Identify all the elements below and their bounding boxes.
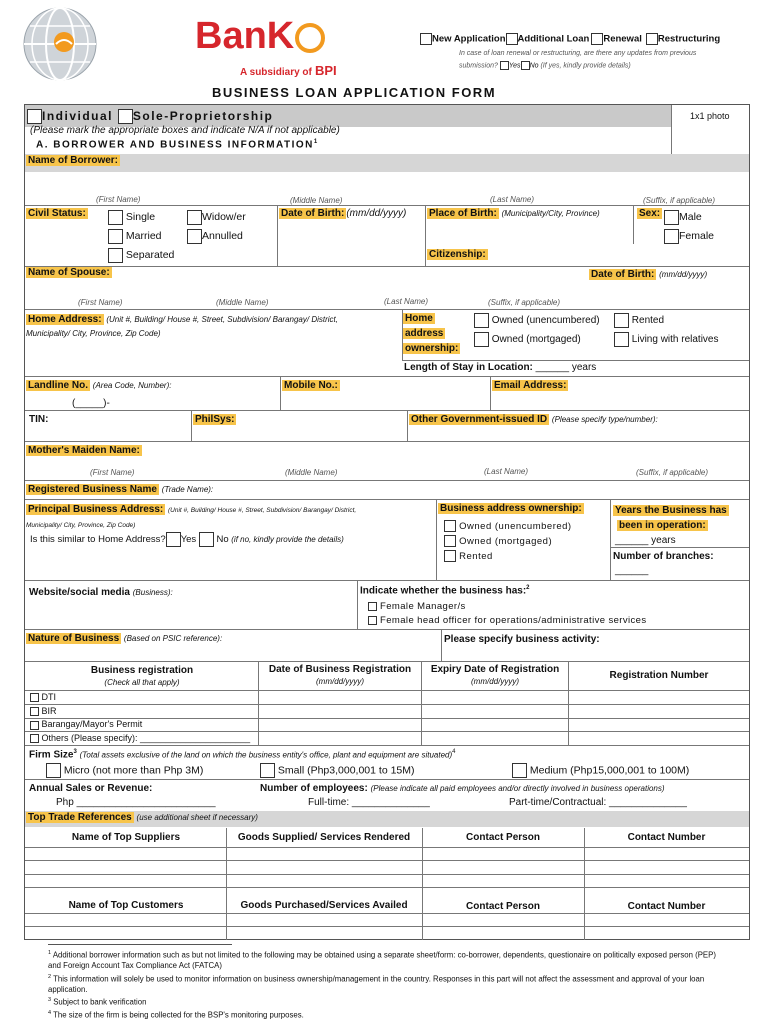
principal-label: Principal Business Address: (28, 504, 164, 515)
widow-checkbox[interactable] (187, 210, 202, 225)
divider (25, 629, 749, 630)
updates-yes-checkbox[interactable] (500, 61, 509, 70)
mobile-label: Mobile No.: (284, 380, 338, 391)
instructions: (Please mark the appropriate boxes and indicate N/A if not applicable) (30, 125, 340, 136)
restructuring-checkbox[interactable] (646, 33, 658, 45)
renewal-label: Renewal (603, 33, 642, 45)
section-a-band (25, 154, 749, 172)
home-opt4-label: Living with relatives (631, 334, 719, 345)
name-of-spouse (26, 267, 112, 278)
biz-opt3-label: Rented (459, 551, 493, 562)
date-of-birth (279, 208, 406, 219)
years-blank (615, 535, 676, 546)
divider (25, 779, 749, 780)
divider (25, 480, 749, 481)
nature-business (26, 633, 222, 644)
years-unit: years (651, 535, 676, 546)
female-head-label: Female head officer for operations/administrative services (380, 615, 647, 626)
similar-label: Is this similar to Home Address? (30, 534, 166, 546)
firm-small (260, 763, 415, 778)
divider (25, 926, 749, 927)
reg-business-hint: (Trade Name): (161, 485, 214, 494)
principal-hint: (Unit #, Building/ House #, Street, Subdivision/ Barangay/ District, (168, 507, 357, 514)
years-l1: Years the Business has (615, 505, 727, 516)
home-opt3-label: Rented (631, 315, 665, 326)
footnote-3: $^3$ Subject to bank verification (48, 997, 147, 1007)
email-label: Email Address: (494, 380, 567, 391)
annual-sales-label: Annual Sales or Revenue: (29, 783, 153, 794)
male-label: Male (679, 211, 702, 223)
home-own-l1: Home (405, 313, 433, 324)
biz-opt1-label: Owned (unencumbered) (459, 521, 572, 532)
photo-box-label: 1x1 photo (690, 111, 730, 121)
divider (422, 828, 423, 940)
annual-sales-php[interactable]: Php _________________________ (56, 797, 216, 808)
firm-size-sup: 3 (73, 749, 77, 755)
sex-options (664, 208, 714, 246)
updates-hint: (If yes, kindly provide details) (540, 62, 631, 70)
principal-hint-2: Municipality/ City, Province, Zip Code) (26, 522, 136, 529)
borrower-middle-name: (Middle Name) (290, 196, 343, 205)
single-checkbox[interactable] (108, 210, 123, 225)
home-living-relatives-checkbox[interactable] (614, 332, 629, 347)
customers-h1: Name of Top Customers (68, 900, 184, 911)
subsidiary-prefix: A subsidiary of (240, 67, 312, 78)
mother-first-name: (First Name) (90, 468, 135, 477)
divider (25, 847, 749, 848)
business-activity-label: Please specify business activity: (444, 634, 600, 645)
home-address-label: Home Address: (28, 314, 102, 325)
name-of-borrower-label: Name of Borrower: (28, 155, 119, 166)
separated-checkbox[interactable] (108, 248, 123, 263)
home-own-options (474, 311, 600, 349)
divider (25, 860, 749, 861)
mother-last-name: (Last Name) (484, 467, 529, 476)
medium-label: Medium (Php15,000,001 to 100M) (529, 764, 690, 777)
employees-part[interactable]: Part-time/Contractual: ______________ (509, 797, 687, 808)
entity-row (27, 105, 273, 127)
brand-circle-icon (295, 23, 325, 53)
pob-label: Place of Birth: (429, 208, 497, 219)
civil-status-options-2 (187, 208, 246, 246)
length-of-stay (404, 362, 596, 373)
reg-h4: Registration Number (609, 670, 709, 681)
firm-medium (512, 763, 689, 778)
spouse-suffix: (Suffix, if applicable) (488, 298, 561, 307)
landline-hint: (Area Code, Number): (92, 381, 172, 390)
photo-divider (671, 105, 672, 154)
mother-label: Mother's Maiden Name: (28, 445, 140, 456)
male-checkbox[interactable] (664, 210, 679, 225)
divider (25, 266, 749, 267)
separated-label: Separated (125, 249, 175, 261)
spouse-dob-hint: (mm/dd/yyyy) (659, 270, 708, 279)
employees-label: Number of employees: (260, 783, 368, 794)
subsidiary-name: BPI (314, 63, 337, 78)
pob-hint: (Municipality/City, Province) (501, 209, 600, 218)
stay-unit: years (571, 362, 597, 373)
divider (25, 874, 749, 875)
home-address (26, 313, 402, 341)
home-address-hint: (Unit #, Building/ House #, Street, Subdivision/ Barangay/ District, (106, 315, 338, 324)
footnote-2-text: This information will solely be used to monitor information on business ownership/management in the country. Responses in this part will not affect the assessment and approval of your loan application. (48, 974, 705, 994)
home-own-l3: ownership: (405, 343, 459, 354)
section-a-sup: 1 (313, 139, 319, 145)
small-label: Small (Php3,000,001 to 15M) (277, 764, 415, 777)
similar-no-label: No (216, 534, 229, 546)
reg-h2-sub: (mm/dd/yyyy) (316, 677, 364, 686)
indicate-options (368, 600, 647, 628)
biz-owned-unencumbered-checkbox[interactable] (444, 520, 456, 532)
reg-h3-sub: (mm/dd/yyyy) (471, 677, 519, 686)
philsys-label: PhilSys: (195, 414, 235, 425)
employees-full[interactable]: Full-time: ______________ (308, 797, 430, 808)
dti-label: DTI (41, 692, 57, 702)
medium-checkbox[interactable] (512, 763, 527, 778)
brand-logo (195, 16, 325, 56)
biz-rented-checkbox[interactable] (444, 550, 456, 562)
home-own-l2: address (405, 328, 444, 339)
footnote-2: $^2$ This information will solely be used to monitor information on business ownership/management in the country. Responses in this part will not affect the assessment and approval of your loan application. (48, 973, 705, 994)
other-id-label: Other Government-issued ID (411, 414, 548, 425)
divider (584, 828, 585, 940)
brand-name-b: K (266, 15, 295, 57)
other-id-hint: (Please specify type/number): (551, 415, 658, 424)
dob-hint: (mm/dd/yyyy) (346, 208, 407, 219)
reg-h1-sub: (Check all that apply) (104, 678, 180, 687)
employees (260, 783, 665, 794)
stay-label: Length of Stay in Location: (404, 362, 533, 373)
firm-micro (46, 763, 203, 778)
others-label: Others (Please specify): ______________________ (41, 733, 251, 744)
branches-label: Number of branches: (613, 551, 714, 562)
footnote-rule (48, 944, 232, 945)
divider (25, 887, 749, 888)
indicate-business (360, 585, 530, 596)
reg-h1-label: Business registration (90, 665, 194, 676)
footnotes (48, 948, 728, 1021)
website-label: Website/social media (29, 587, 130, 598)
similar-hint: (if no, kindly provide the details) (231, 535, 344, 545)
years-value[interactable]: ______ (615, 535, 649, 546)
additional-loan-checkbox[interactable] (506, 33, 518, 45)
spouse-dob (589, 269, 707, 280)
divider (25, 205, 749, 206)
renewal-checkbox[interactable] (591, 33, 603, 45)
top-trade-references (26, 812, 258, 823)
dob-label: Date of Birth: (281, 208, 345, 219)
civil-status-options (108, 208, 174, 265)
bir-label: BIR (41, 705, 57, 716)
individual-label: Individual (42, 109, 114, 123)
logo-globe-icon (20, 4, 100, 84)
stay-blank[interactable]: ______ (535, 362, 570, 373)
divider (441, 630, 442, 661)
indicate-label: Indicate whether the business has: (360, 585, 527, 597)
section-a-title (36, 139, 319, 150)
similar-no-checkbox[interactable] (199, 532, 214, 547)
footnote-4-text: The size of the firm is being collected for the BSP's monitoring purposes. (53, 1010, 304, 1020)
divider (25, 410, 749, 411)
biz-opt2-label: Owned (mortgaged) (459, 536, 553, 547)
female-manager-checkbox[interactable] (368, 602, 377, 611)
firm-size (29, 749, 456, 760)
micro-label: Micro (not more than Php 3M) (63, 764, 204, 777)
small-checkbox[interactable] (260, 763, 275, 778)
divider (25, 309, 749, 310)
suppliers-h1: Name of Top Suppliers (71, 832, 181, 843)
home-owned-mortgaged-checkbox[interactable] (474, 332, 489, 347)
footnote-1-text: Additional borrower information such as but not limited to the following may be obtained using a separate sheet/form: co-borrower, dependents, questionaire on politically exposed person (PEP) and Foreign Account Tax Compliance Act (FATCA) (48, 950, 716, 971)
female-manager-label: Female Manager/s (380, 601, 466, 612)
indicate-sup: 2 (526, 585, 530, 591)
customers-h3: Contact Person (466, 901, 540, 912)
updates-no-label: No (529, 62, 539, 70)
trade-label: Top Trade References (28, 812, 132, 823)
sole-proprietorship-checkbox[interactable] (118, 109, 133, 124)
micro-checkbox[interactable] (46, 763, 61, 778)
home-own-options-2 (614, 311, 719, 349)
section-a-label: A. BORROWER AND BUSINESS INFORMATION (36, 139, 314, 151)
divider (25, 499, 749, 500)
spouse-label: Name of Spouse: (28, 267, 110, 278)
similar-yes-checkbox[interactable] (166, 532, 181, 547)
firm-size-label: Firm Size (29, 749, 74, 761)
home-opt1-label: Owned (unencumbered) (491, 315, 600, 326)
divider (25, 745, 749, 746)
website-hint: (Business): (132, 588, 173, 597)
renewal-note-2 (459, 61, 631, 70)
annulled-label: Annulled (202, 230, 243, 242)
home-opt2-label: Owned (mortgaged) (491, 334, 581, 345)
mother-middle-name: (Middle Name) (285, 468, 338, 477)
footnote-3-text: Subject to bank verification (53, 997, 147, 1007)
footnote-1: $^1$ Additional borrower information such as but not limited to the following may be obtained using a separate sheet/form: co-borrower, dependents, questionaire on politically exposed person (PEP) and Foreign Account Tax Compliance Act (FATCA) (48, 950, 716, 971)
home-ownership (403, 311, 460, 356)
others-checkbox[interactable] (30, 734, 39, 743)
divider (425, 206, 426, 266)
suppliers-h4: Contact Number (627, 832, 706, 843)
application-type-row (420, 33, 720, 45)
biz-own-options (444, 519, 572, 564)
additional-loan-label: Additional Loan (517, 33, 590, 45)
updates-no-checkbox[interactable] (521, 61, 530, 70)
borrower-suffix: (Suffix, if applicable) (643, 196, 716, 205)
divider (402, 360, 749, 361)
divider (25, 441, 749, 442)
reg-h1 (26, 665, 258, 689)
renewal-note: In case of loan renewal or restructuring, are there any updates from previous (459, 50, 697, 57)
divider (357, 581, 358, 629)
divider (25, 376, 749, 377)
barangay-permit-label: Barangay/Mayor's Permit (41, 719, 143, 730)
landline-format[interactable]: (_____)- (72, 398, 110, 409)
branches-blank[interactable]: ______ (615, 565, 649, 576)
divider (407, 411, 408, 441)
spouse-first-name: (First Name) (78, 298, 123, 307)
brand-name-a: Ban (195, 15, 267, 57)
divider (226, 828, 227, 940)
firm-hint-sup: 4 (452, 749, 456, 755)
spouse-dob-label: Date of Birth: (591, 269, 655, 280)
borrower-first-name: (First Name) (96, 195, 141, 204)
divider (191, 411, 192, 441)
divider (633, 206, 634, 244)
employees-hint: (Please indicate all paid employees and/or directly involved in business operations) (370, 784, 665, 793)
individual-checkbox[interactable] (27, 109, 42, 124)
home-address-hint-2: Municipality/ City, Province, Zip Code) (26, 329, 161, 338)
female-label: Female (679, 230, 715, 242)
brand-subsidiary (240, 63, 337, 78)
suppliers-h2: Goods Supplied/ Services Rendered (237, 832, 411, 843)
home-rented-checkbox[interactable] (614, 313, 629, 328)
footnote-4: $^4$ The size of the firm is being collected for the BSP's monitoring purposes. (48, 1010, 304, 1020)
reg-h3-label: Expiry Date of Registration (430, 664, 560, 675)
principal-address (26, 503, 436, 533)
divider (610, 500, 611, 580)
sole-proprietorship-label: Sole-Proprietorship (132, 109, 274, 123)
customers-h4: Contact Number (627, 901, 706, 912)
other-id (409, 414, 658, 425)
citizenship-label: Citizenship: (429, 249, 486, 260)
email-field (492, 380, 568, 391)
updates-yes-label: Yes (508, 62, 521, 70)
firm-size-hint: (Total assets exclusive of the land on which the business entity's office, plant and equipment are situated) (79, 750, 453, 760)
civil-status-label: Civil Status: (28, 208, 86, 219)
spouse-middle-name: (Middle Name) (216, 298, 269, 307)
years-l2: been in operation: (619, 520, 706, 531)
sex-field (637, 208, 662, 219)
married-label: Married (125, 230, 162, 242)
mother-suffix: (Suffix, if applicable) (636, 468, 709, 477)
new-application-label: New Application (432, 33, 506, 45)
divider (490, 377, 491, 410)
female-head-checkbox[interactable] (368, 616, 377, 625)
reg-h2-label: Date of Business Registration (268, 664, 412, 675)
tin-label: TIN: (29, 414, 49, 425)
new-application-checkbox[interactable] (420, 33, 432, 45)
divider (25, 661, 749, 662)
civil-status (26, 208, 88, 219)
home-owned-unencumbered-checkbox[interactable] (474, 313, 489, 328)
spouse-last-name: (Last Name) (384, 297, 429, 306)
renewal-question: submission? (459, 62, 498, 70)
place-of-birth (427, 208, 600, 219)
mothers-maiden-name (26, 445, 142, 456)
restructuring-label: Restructuring (657, 33, 721, 45)
divider (610, 547, 749, 548)
female-checkbox[interactable] (664, 229, 679, 244)
registration-items (30, 691, 250, 746)
divider (277, 206, 278, 266)
similar-question (30, 532, 344, 547)
biz-owned-mortgaged-checkbox[interactable] (444, 535, 456, 547)
annulled-checkbox[interactable] (187, 229, 202, 244)
dti-checkbox[interactable] (30, 693, 39, 702)
form-title: BUSINESS LOAN APPLICATION FORM (211, 85, 497, 100)
reg-business-label: Registered Business Name (28, 484, 157, 495)
suppliers-h3: Contact Person (466, 832, 540, 843)
divider (25, 913, 749, 914)
divider (436, 500, 437, 580)
married-checkbox[interactable] (108, 229, 123, 244)
landline-label: Landline No. (28, 380, 88, 391)
barangay-permit-checkbox[interactable] (30, 721, 39, 730)
divider (25, 580, 749, 581)
landline (26, 380, 171, 391)
sex-label: Sex: (639, 208, 661, 219)
divider (280, 377, 281, 410)
trade-hint: (use additional sheet if necessary) (136, 813, 258, 822)
business-ownership (438, 503, 584, 514)
biz-own-label: Business address ownership: (440, 503, 582, 514)
similar-yes-label: Yes (180, 534, 197, 546)
customers-h2: Goods Purchased/Services Availed (240, 900, 408, 911)
bir-checkbox[interactable] (30, 707, 39, 716)
website (29, 587, 173, 598)
mobile-field (282, 380, 340, 391)
nature-label: Nature of Business (28, 633, 120, 644)
reg-h2 (259, 664, 421, 688)
nature-hint: (Based on PSIC reference): (123, 634, 223, 643)
years-operation (613, 503, 729, 533)
widow-label: Widow/er (202, 211, 246, 223)
single-label: Single (125, 211, 156, 223)
reg-h3 (422, 664, 568, 688)
borrower-last-name: (Last Name) (490, 195, 535, 204)
philsys-field (193, 414, 236, 425)
citizenship (427, 249, 488, 260)
registered-business-name (26, 484, 213, 495)
name-of-borrower (26, 155, 120, 166)
